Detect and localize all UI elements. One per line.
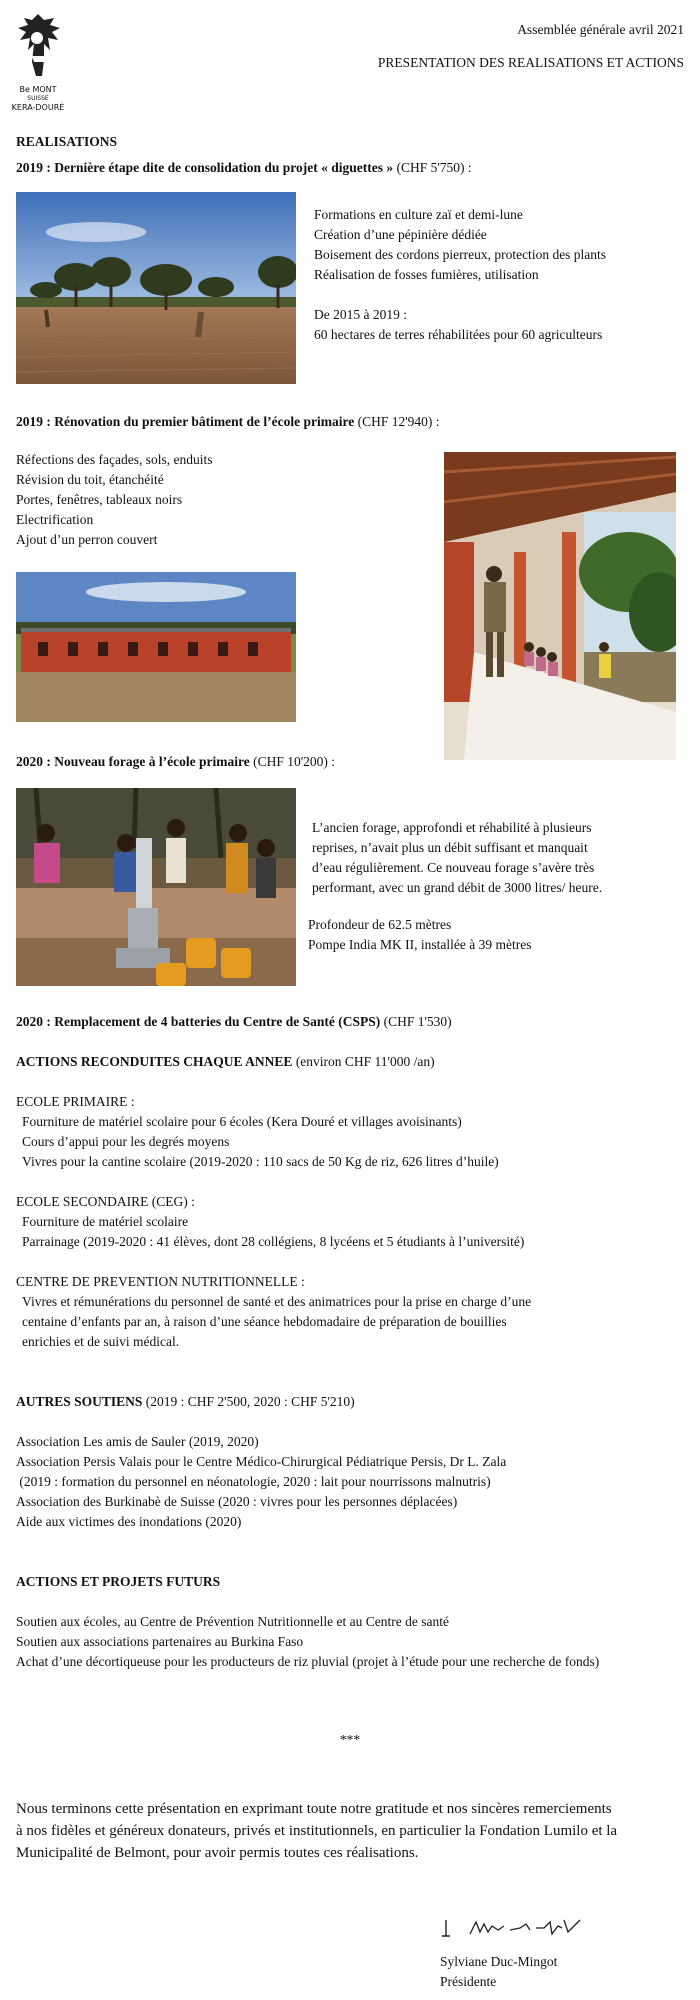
logo: [10, 10, 66, 112]
centre-line: enrichies et de suivi médical.: [22, 1334, 180, 1349]
actions-heading-bold: ACTIONS RECONDUITES CHAQUE ANNEE: [16, 1054, 293, 1069]
primaire-block: [16, 1092, 499, 1172]
centre-line: centaine d’enfants par an, à raison d’une séance hebdomadaire de préparation de bouillies: [22, 1314, 507, 1329]
primaire-line: Fourniture de matériel scolaire pour 6 écoles (Kera Douré et villages avoisinants): [22, 1114, 462, 1129]
s2-title-bold: 2019 : Rénovation du premier bâtiment de l’école primaire: [16, 414, 355, 429]
actions-heading-rest: (environ CHF 11'000 /an): [292, 1054, 435, 1069]
photo-school-building: [16, 572, 296, 722]
s3-extra: [308, 915, 531, 955]
baobab-figure-icon: [10, 10, 66, 80]
s1-line: Création d’une pépinière dédiée: [314, 227, 487, 242]
s2-line: Révision du toit, étanchéité: [16, 472, 164, 487]
photo-field-trees: [16, 192, 296, 384]
s3-title: [16, 752, 335, 772]
soutiens-heading-rest: (2019 : CHF 2'500, 2020 : CHF 5'210): [142, 1394, 355, 1409]
s1-line: Boisement des cordons pierreux, protection des plants: [314, 247, 607, 262]
s1-list: [314, 205, 606, 345]
secondaire-title: ECOLE SECONDAIRE (CEG) :: [16, 1194, 195, 1209]
s1-extra: De 2015 à 2019 :: [314, 307, 407, 322]
separator: ***: [339, 1732, 361, 1747]
secondaire-block: [16, 1192, 524, 1252]
soutiens-heading-bold: AUTRES SOUTIENS: [16, 1394, 143, 1409]
futurs-list: [16, 1612, 599, 1672]
primaire-line: Vivres pour la cantine scolaire (2019-2020 : 110 sacs de 50 Kg de riz, 626 litres d’huile): [22, 1154, 499, 1169]
closing-line: Municipalité de Belmont, pour avoir permis toutes ces réalisations.: [16, 1845, 419, 1861]
futurs-line: Soutien aux écoles, au Centre de Prévention Nutritionnelle et au Centre de santé: [16, 1614, 449, 1629]
s1-extra: 60 hectares de terres réhabilitées pour 60 agriculteurs: [314, 327, 603, 342]
closing-line: Nous terminons cette présentation en exprimant toute notre gratitude et nos sincères remerciements: [16, 1801, 612, 1817]
centre-block: [16, 1272, 531, 1352]
s4-title-rest: (CHF 1'530): [380, 1014, 452, 1029]
s3-title-bold: 2020 : Nouveau forage à l’école primaire: [16, 754, 250, 769]
centre-line: Vivres et rémunérations du personnel de santé et des animatrices pour la prise en charge d’une: [22, 1294, 532, 1309]
s2-title: [16, 412, 440, 432]
primaire-title: ECOLE PRIMAIRE :: [16, 1094, 135, 1109]
s2-title-rest: (CHF 12'940) :: [354, 414, 440, 429]
logo-text-1: Be MONT: [19, 85, 57, 94]
signature-block: [440, 1952, 557, 1992]
closing-paragraph: [16, 1798, 617, 1864]
soutiens-list: [16, 1432, 506, 1532]
soutiens-heading: [16, 1392, 355, 1412]
futurs-heading: ACTIONS ET PROJETS FUTURS: [16, 1574, 221, 1589]
s2-line: Ajout d’un perron couvert: [16, 532, 158, 547]
header-date: Assemblée générale avril 2021: [517, 22, 684, 37]
closing-line: à nos fidèles et généreux donateurs, privés et institutionnels, en particulier la Fondation Lumilo et la: [16, 1823, 618, 1839]
photo-school-veranda: [444, 452, 676, 760]
s3-title-rest: (CHF 10'200) :: [249, 754, 336, 769]
s2-line: Electrification: [16, 512, 94, 527]
soutiens-line: Association des Burkinabè de Suisse (2020 : vivres pour les personnes déplacées): [16, 1494, 458, 1509]
actions-heading: [16, 1052, 435, 1072]
logo-text-3: KERA-DOURÉ: [11, 103, 65, 112]
s1-line: Réalisation de fosses fumières, utilisation: [314, 267, 539, 282]
s1-title-rest: (CHF 5'750) :: [393, 160, 472, 175]
soutiens-line: Association Persis Valais pour le Centre Médico-Chirurgical Pédiatrique Persis, Dr L. Zala: [16, 1454, 507, 1469]
s3-line: performant, avec un grand débit de 3000 litres/ heure.: [312, 880, 603, 895]
signature-name: Sylviane Duc-Mingot: [440, 1954, 558, 1969]
s3-line: reprises, n’avait plus un débit suffisant et manquait: [312, 840, 588, 855]
s2-line: Portes, fenêtres, tableaux noirs: [16, 492, 183, 507]
primaire-line: Cours d’appui pour les degrés moyens: [22, 1134, 230, 1149]
secondaire-line: Parrainage (2019-2020 : 41 élèves, dont 28 collégiens, 8 lycéens et 5 étudiants à l’université): [22, 1234, 525, 1249]
signature-role: Présidente: [440, 1974, 497, 1989]
header-title: PRESENTATION DES REALISATIONS ET ACTIONS: [377, 55, 684, 70]
realisations-heading: REALISATIONS: [16, 134, 118, 149]
centre-title: CENTRE DE PREVENTION NUTRITIONNELLE :: [16, 1274, 305, 1289]
photo-water-pump: [16, 788, 296, 986]
s1-title-bold: 2019 : Dernière étape dite de consolidation du projet « diguettes »: [16, 160, 394, 175]
futurs-line: Achat d’une décortiqueuse pour les producteurs de riz pluvial (projet à l’étude pour une recherche de fonds): [16, 1654, 600, 1669]
s2-line: Réfections des façades, sols, enduits: [16, 452, 213, 467]
soutiens-line: Aide aux victimes des inondations (2020): [16, 1514, 242, 1529]
s3-list: [312, 818, 602, 898]
s3-extra-line: Profondeur de 62.5 mètres: [308, 917, 452, 932]
s4-title-bold: 2020 : Remplacement de 4 batteries du Centre de Santé (CSPS): [16, 1014, 381, 1029]
s3-extra-line: Pompe India MK II, installée à 39 mètres: [308, 937, 532, 952]
s1-title: [16, 158, 472, 178]
logo-text-2: SUISSE: [27, 95, 49, 102]
s3-line: L’ancien forage, approfondi et réhabilité à plusieurs: [312, 820, 592, 835]
s2-list: [16, 450, 212, 550]
soutiens-line: (2019 : formation du personnel en néonatologie, 2020 : lait pour nourrissons malnutris): [16, 1474, 491, 1489]
s3-line: d’eau régulièrement. Ce nouveau forage s’avère très: [312, 860, 595, 875]
soutiens-line: Association Les amis de Sauler (2019, 2020): [16, 1434, 259, 1449]
s4-title: [16, 1012, 452, 1032]
secondaire-line: Fourniture de matériel scolaire: [22, 1214, 189, 1229]
s1-line: Formations en culture zaï et demi-lune: [314, 207, 523, 222]
signature-image: [440, 1912, 590, 1942]
futurs-line: Soutien aux associations partenaires au Burkina Faso: [16, 1634, 304, 1649]
